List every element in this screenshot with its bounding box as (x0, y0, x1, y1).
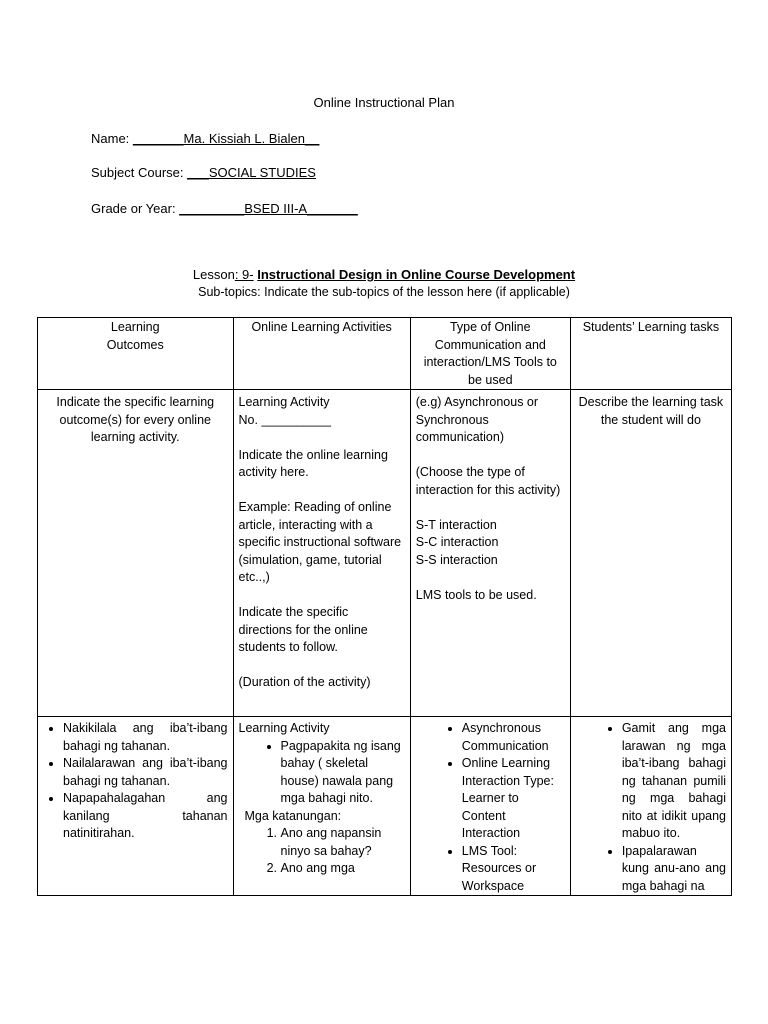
grade-field (91, 201, 358, 216)
document-title: Online Instructional Plan (313, 95, 455, 110)
name-label: Name: (91, 131, 130, 146)
subject-label: Subject Course: (91, 165, 184, 180)
guide-activity-line: Example: Reading of online article, interacting with a specific instructional software (simulation, game, tutorial etc..,) (238, 500, 402, 584)
questions-list (239, 825, 405, 878)
guide-activity-line: Indicate the specific directions for the online students to follow. (238, 605, 368, 654)
guide-learning-outcome: Indicate the specific learning outcome(s) for every online learning activity. (38, 390, 234, 717)
header-learning-outcomes (38, 318, 234, 390)
list-item: • Pagpapakita ng isang bahay ( skeletal house) nawala pang mga bahagi nito. (281, 738, 405, 808)
list-item: • Napapahalagahan ang kanilang tahanan natinitirahan. (63, 790, 228, 843)
activity-heading: Learning Activity (238, 721, 330, 735)
guide-activity-line: No. __________ (238, 412, 331, 427)
content-online-activities (233, 717, 410, 896)
subject-value: ___SOCIAL STUDIES (187, 165, 316, 180)
guide-comm-line: (e.g) Asynchronous or Synchronous communication) (415, 395, 539, 444)
guide-activity-line: Learning Activity (238, 395, 330, 409)
guide-comm-line: S-S interaction (415, 552, 498, 567)
name-field (91, 131, 319, 146)
plan-table (37, 317, 732, 896)
list-item: 2. Ano ang mga (281, 860, 405, 878)
subject-field (91, 165, 316, 180)
list-item: • Gamit ang mga larawan ng mga iba’t-ibang bahagi ng tahanan pumili ng mga bahagi nito at idikit upang mabuo ito. (622, 720, 726, 843)
guide-comm-line: S-C interaction (415, 535, 499, 549)
header-communication-type: Type of Online Communication and interaction/LMS Tools to be used (410, 318, 570, 390)
guide-activity-line: Indicate the online learning activity here. (238, 447, 388, 479)
communication-list (416, 720, 565, 895)
subtopics-line: Sub-topics: Indicate the sub-topics of the lesson here (if applicable) (198, 285, 570, 299)
guide-online-activity (233, 390, 410, 717)
guide-comm-line: (Choose the type of interaction for this activity) (415, 465, 561, 497)
activity-list (239, 738, 405, 808)
header-online-activities: Online Learning Activities (233, 318, 410, 390)
list-item: 1. Ano ang napansin ninyo sa bahay? (281, 825, 405, 860)
name-value: Ma. Kissiah L. Bialen__ (183, 131, 320, 146)
guide-activity-line: (Duration of the activity) (238, 675, 371, 689)
name-value-prefix: _______ (132, 131, 184, 146)
list-item: • Nakikilala ang iba’t-ibang bahagi ng tahanan. (63, 720, 228, 755)
lesson-label: Lesson (192, 267, 235, 282)
grade-label: Grade or Year: (91, 201, 176, 216)
guide-comm-line: LMS tools to be used. (415, 587, 537, 602)
list-item: • Asynchronous Communication (462, 720, 565, 755)
list-item: • Ipapalarawan kung anu-ano ang mga bahagi na (622, 843, 726, 896)
guide-learning-task: Describe the learning task the student will do (570, 390, 731, 717)
outcomes-list (43, 720, 228, 843)
tasks-list (576, 720, 726, 895)
header-learning-tasks: Students’ Learning tasks (570, 318, 731, 390)
header-learning-outcomes-text: Learning Outcomes (106, 320, 164, 352)
lesson-title: Instructional Design in Online Course Development (257, 267, 576, 282)
table-header-row (38, 318, 732, 390)
guide-communication-type (410, 390, 570, 717)
guide-comm-line: S-T interaction (415, 517, 497, 532)
lesson-line (0, 267, 768, 282)
questions-label: Mga katanungan: (244, 808, 342, 823)
content-learning-outcomes (38, 717, 234, 896)
list-item: • Online Learning Interaction Type: Learner to Content Interaction (462, 755, 565, 843)
content-learning-tasks (570, 717, 731, 896)
table-row-guide (38, 390, 732, 717)
list-item: • LMS Tool: Resources or Workspace (462, 843, 565, 896)
list-item: • Nailalarawan ang iba’t-ibang bahagi ng tahanan. (63, 755, 228, 790)
table-row-content (38, 717, 732, 896)
content-communication-type (410, 717, 570, 896)
lesson-number: : 9- (234, 267, 254, 282)
grade-value: _________BSED III-A_______ (179, 201, 358, 216)
